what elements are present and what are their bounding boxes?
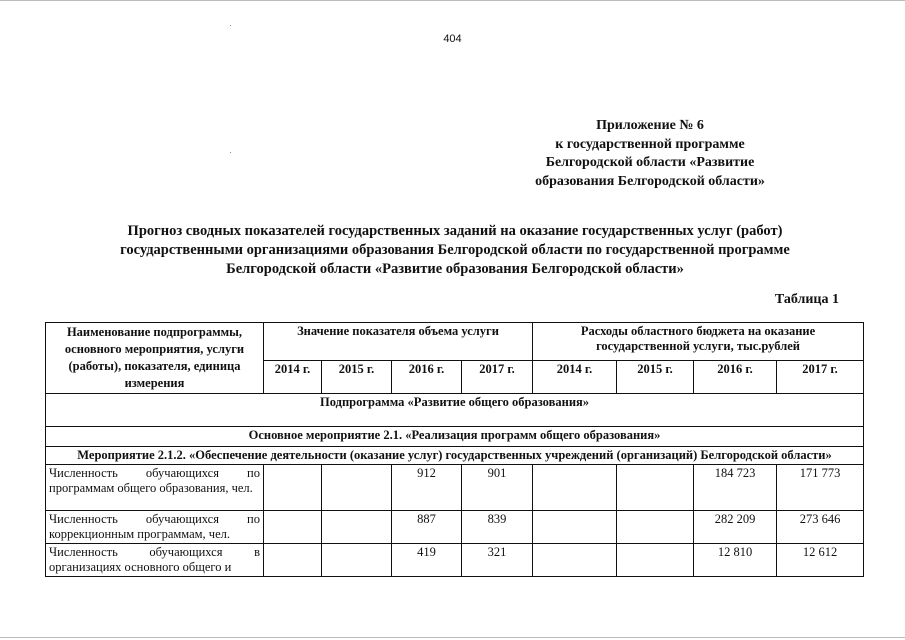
scan-edge-bottom [0, 637, 905, 638]
header-budget-cell: Расходы областного бюджета на оказание государственной услуги, тыс.рублей [533, 323, 864, 361]
table-row [46, 544, 864, 577]
row-label-cell: Численность обучающихся по коррекционным программам, чел. [46, 511, 264, 544]
scan-speck [230, 152, 231, 153]
activity-cell: Мероприятие 2.1.2. «Обеспечение деятельности (оказание услуг) государственных учреждений (организаций) Белгородской области» [46, 447, 864, 465]
title-line: государственными организациями образования Белгородской области по государственной программе [120, 242, 790, 258]
title-line: Прогноз сводных показателей государственных заданий на оказание государственных услуг (работ) [127, 223, 783, 239]
year-header-cell: 2016 г. [694, 360, 777, 393]
volume-cell: 419 [392, 544, 462, 577]
budget-cell [533, 465, 617, 511]
volume-cell [264, 544, 322, 577]
document-title [60, 222, 850, 279]
indicators-table [45, 322, 864, 577]
subprogram-cell: Подпрограмма «Развитие общего образования» [46, 394, 864, 427]
row-label-cell: Численность обучающихся в организациях основного общего и [46, 544, 264, 577]
volume-cell [264, 511, 322, 544]
main-activity-cell: Основное мероприятие 2.1. «Реализация программ общего образования» [46, 427, 864, 447]
main-activity-row [46, 427, 864, 447]
header-row [46, 323, 864, 361]
scan-edge-top [0, 0, 905, 1]
volume-cell [322, 544, 392, 577]
budget-cell: 282 209 [694, 511, 777, 544]
year-header-cell: 2014 г. [264, 360, 322, 393]
year-header-cell: 2017 г. [777, 360, 864, 393]
volume-cell [322, 465, 392, 511]
budget-cell [617, 544, 694, 577]
appendix-line: Приложение № 6 [596, 118, 704, 133]
budget-cell [617, 511, 694, 544]
budget-cell [617, 465, 694, 511]
table-label: Таблица 1 [774, 292, 839, 307]
volume-cell: 887 [392, 511, 462, 544]
activity-row [46, 447, 864, 465]
volume-cell [264, 465, 322, 511]
appendix-line: Белгородской области «Развитие [545, 155, 755, 170]
budget-cell: 12 612 [777, 544, 864, 577]
appendix-line: образования Белгородской области» [535, 173, 765, 189]
budget-cell: 273 646 [777, 511, 864, 544]
subprogram-row [46, 394, 864, 427]
volume-cell: 901 [462, 465, 533, 511]
budget-cell: 171 773 [777, 465, 864, 511]
row-label-cell: Численность обучающихся по программам общего образования, чел. [46, 465, 264, 511]
volume-cell: 839 [462, 511, 533, 544]
scan-speck [230, 25, 231, 26]
appendix-line: к государственной программе [555, 136, 745, 152]
budget-cell: 12 810 [694, 544, 777, 577]
budget-cell [533, 511, 617, 544]
volume-cell: 912 [392, 465, 462, 511]
table-row [46, 465, 864, 511]
page-number: 404 [443, 33, 462, 45]
title-line: Белгородской области «Развитие образования Белгородской области» [226, 261, 684, 277]
budget-cell: 184 723 [694, 465, 777, 511]
year-header-cell: 2015 г. [617, 360, 694, 393]
appendix-caption [480, 117, 820, 191]
year-header-cell: 2016 г. [392, 360, 462, 393]
volume-cell: 321 [462, 544, 533, 577]
year-header-cell: 2015 г. [322, 360, 392, 393]
header-name-cell: Наименование подпрограммы, основного мероприятия, услуги (работы), показателя, единица измерения [46, 323, 264, 394]
table-row [46, 511, 864, 544]
year-header-cell: 2017 г. [462, 360, 533, 393]
year-header-cell: 2014 г. [533, 360, 617, 393]
volume-cell [322, 511, 392, 544]
header-volume-cell: Значение показателя объема услуги [264, 323, 533, 361]
budget-cell [533, 544, 617, 577]
